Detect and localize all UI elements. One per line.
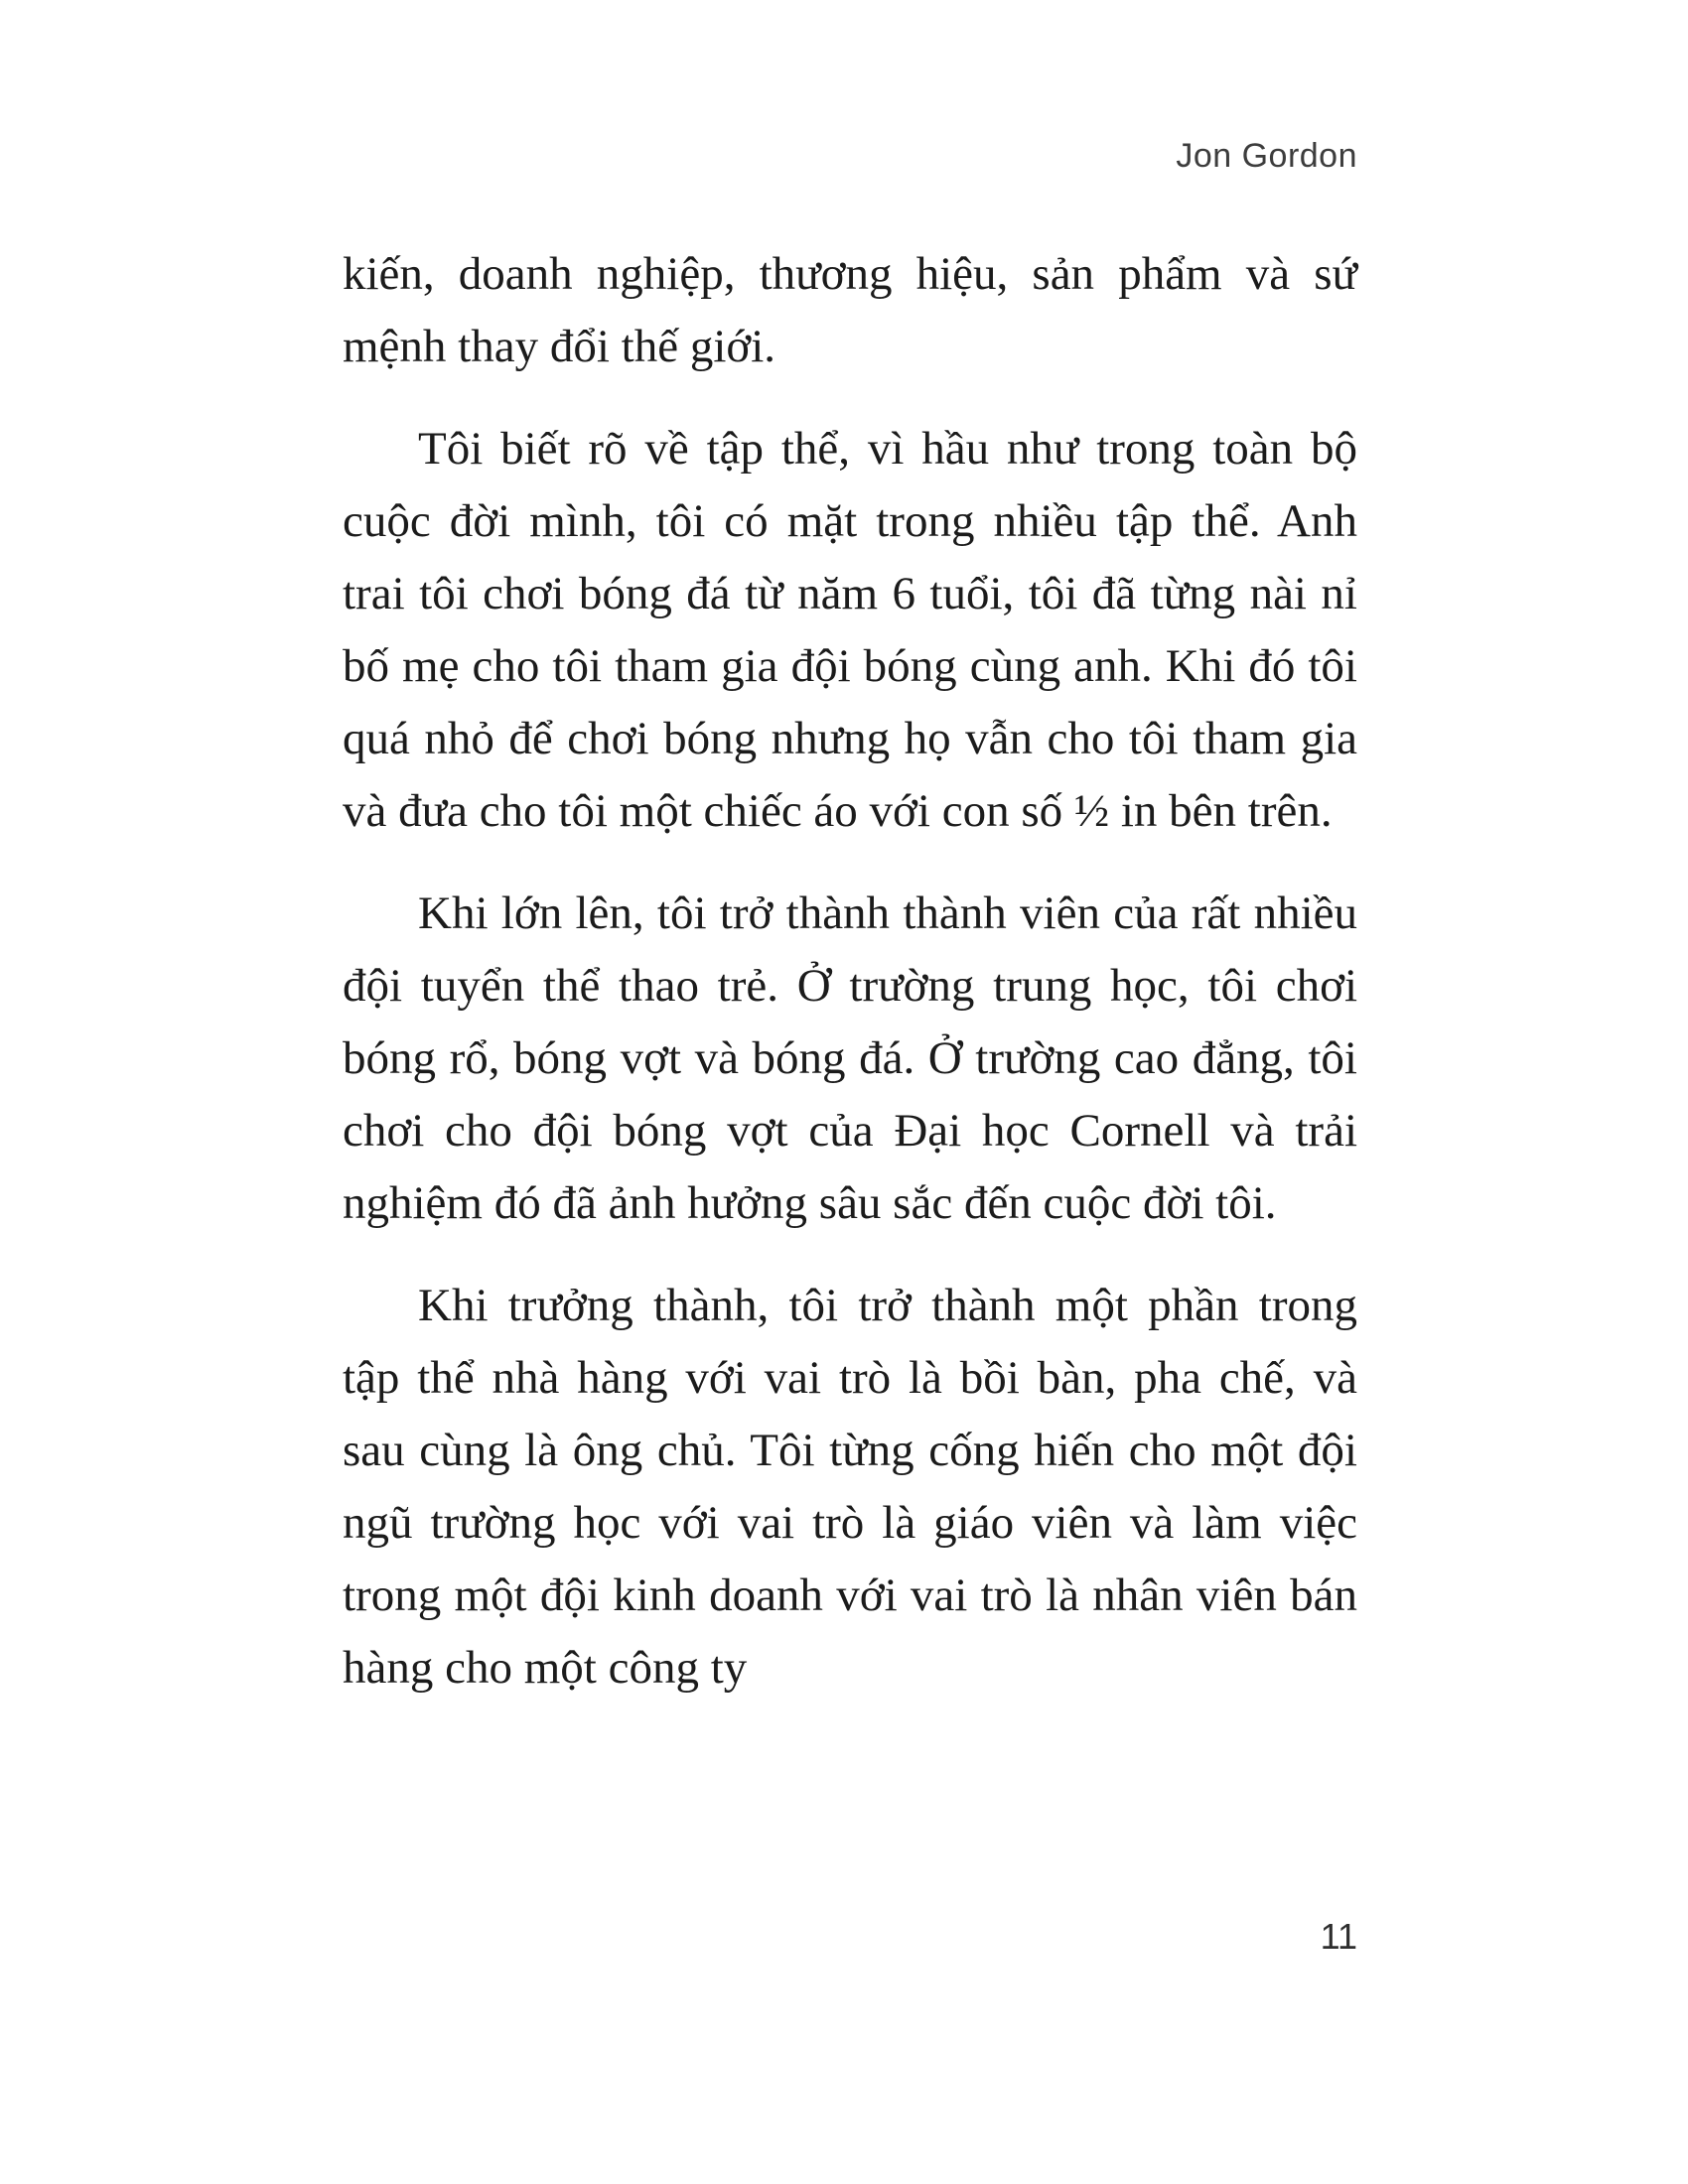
body-text xyxy=(343,238,1357,1734)
page-footer xyxy=(343,1916,1357,1958)
running-header xyxy=(343,137,1357,176)
paragraph: Tôi biết rõ về tập thể, vì hầu như trong toàn bộ cuộc đời mình, tôi có mặt trong nhiều tập thể. Anh trai tôi chơi bóng đá từ năm 6 tuổi, tôi đã từng nài nỉ bố mẹ cho tôi tham gia đội bóng cùng anh. Khi đó tôi quá nhỏ để chơi bóng nhưng họ vẫn cho tôi tham gia và đưa cho tôi một chiếc áo với con số ½ in bên trên. xyxy=(343,423,1357,837)
paragraph: Khi lớn lên, tôi trở thành thành viên của rất nhiều đội tuyển thể thao trẻ. Ở trường trung học, tôi chơi bóng rổ, bóng vợt và bóng đá. Ở trường cao đẳng, tôi chơi cho đội bóng vợt của Đại học Cornell và trải nghiệm đó đã ảnh hưởng sâu sắc đến cuộc đời tôi. xyxy=(343,887,1357,1229)
author-name: Jon Gordon xyxy=(1176,137,1357,175)
page-number: 11 xyxy=(1320,1916,1357,1957)
paragraph-continuation: kiến, doanh nghiệp, thương hiệu, sản phẩm và sứ mệnh thay đổi thế giới. xyxy=(343,248,1357,372)
paragraph: Khi trưởng thành, tôi trở thành một phần trong tập thể nhà hàng với vai trò là bồi bàn, pha chế, và sau cùng là ông chủ. Tôi từng cống hiến cho một đội ngũ trường học với vai trò là giáo viên và làm việc trong một đội kinh doanh với vai trò là nhân viên bán hàng cho một công ty xyxy=(343,1280,1357,1694)
